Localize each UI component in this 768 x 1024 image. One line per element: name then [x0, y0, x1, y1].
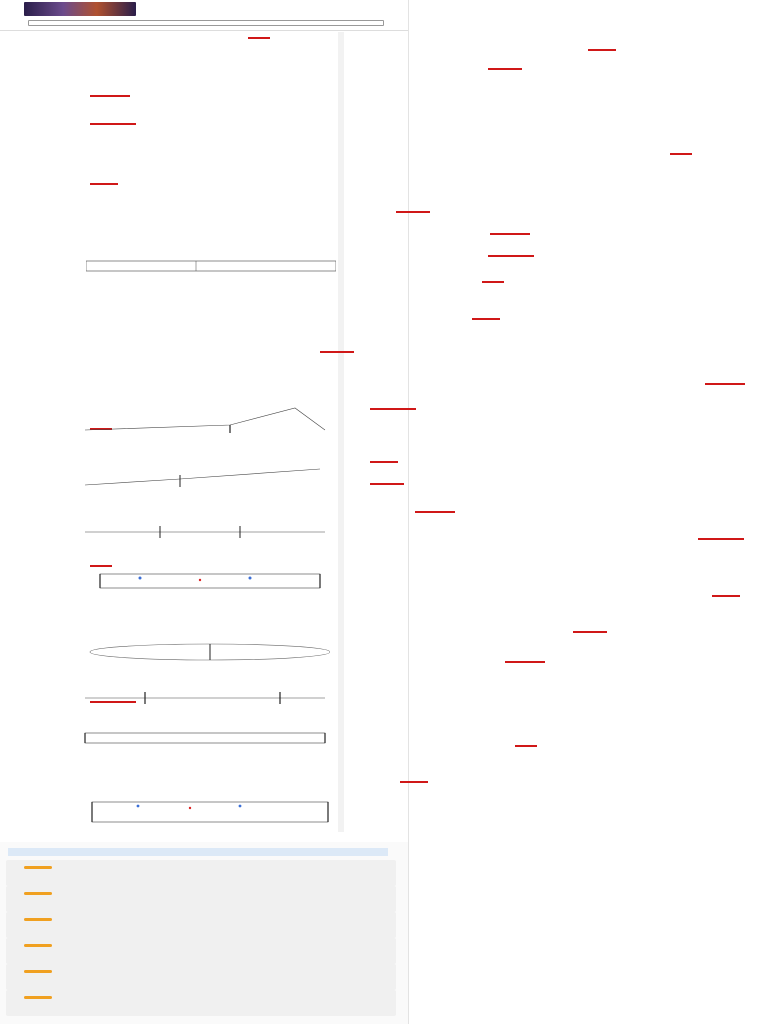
header	[0, 0, 408, 30]
post-body	[40, 152, 380, 164]
comment-item	[6, 990, 396, 1016]
post-body	[40, 36, 380, 48]
highlight-link-underline[interactable]	[705, 383, 745, 385]
post-body	[40, 780, 380, 792]
post-body	[40, 280, 380, 292]
post-text-line	[40, 750, 380, 756]
highlight-link-underline[interactable]	[698, 538, 744, 540]
diagram-1	[86, 258, 336, 272]
post-body	[40, 232, 380, 244]
post-body	[40, 67, 380, 79]
highlight-link-underline[interactable]	[515, 745, 537, 747]
post-text-line	[40, 100, 380, 106]
thread-post	[0, 182, 768, 210]
post-body	[40, 510, 380, 522]
post-body	[40, 317, 380, 329]
highlight-link-underline[interactable]	[488, 68, 522, 70]
comment-tag-icon[interactable]	[24, 892, 52, 895]
post-text-line	[40, 706, 380, 712]
highlight-link-underline[interactable]	[472, 318, 500, 320]
post-text-line	[40, 158, 380, 164]
comments-heading	[8, 848, 388, 856]
header-divider	[0, 30, 408, 31]
diagram-9	[90, 800, 330, 824]
post-body	[40, 630, 380, 642]
highlight-link-underline[interactable]	[415, 511, 455, 513]
highlight-link-underline[interactable]	[90, 565, 112, 567]
comments-panel	[0, 842, 408, 1024]
post-text-line	[40, 73, 380, 79]
post-text-line	[40, 786, 380, 792]
thread-post	[0, 122, 768, 150]
diagram-8	[80, 730, 330, 744]
post-body	[40, 744, 380, 756]
diagram-4	[80, 522, 330, 542]
thread-post	[0, 317, 768, 345]
highlight-link-underline[interactable]	[370, 408, 416, 410]
highlight-link-underline[interactable]	[370, 483, 404, 485]
highlight-link-underline[interactable]	[90, 123, 136, 125]
comment-tag-icon[interactable]	[24, 970, 52, 973]
diagram-3	[80, 465, 330, 490]
highlight-link-underline[interactable]	[400, 781, 428, 783]
highlight-link-underline[interactable]	[482, 281, 504, 283]
post-text-line	[40, 54, 380, 60]
post-text-line	[40, 188, 380, 194]
highlight-link-underline[interactable]	[90, 95, 130, 97]
comment-item	[6, 886, 396, 912]
highlight-link-underline[interactable]	[320, 351, 354, 353]
post-text-line	[40, 286, 380, 292]
diagram-2	[80, 405, 330, 435]
comment-item	[6, 860, 396, 886]
thread-post	[0, 660, 768, 688]
thread-post	[0, 594, 768, 622]
post-text-line	[40, 216, 380, 222]
highlight-link-underline[interactable]	[90, 183, 118, 185]
highlight-link-underline[interactable]	[488, 255, 534, 257]
comment-tag-icon[interactable]	[24, 866, 52, 869]
highlight-link-underline[interactable]	[396, 211, 430, 213]
thread-post	[0, 744, 768, 772]
highlight-link-underline[interactable]	[370, 461, 398, 463]
diagram-5	[80, 570, 330, 592]
comment-tag-icon[interactable]	[24, 944, 52, 947]
highlight-link-underline[interactable]	[712, 595, 740, 597]
thread-post	[0, 280, 768, 308]
comment-item	[6, 938, 396, 964]
highlight-link-underline[interactable]	[490, 233, 530, 235]
highlight-link-underline[interactable]	[505, 661, 545, 663]
comment-item	[6, 964, 396, 990]
post-text-line	[40, 323, 380, 329]
thread-post	[0, 67, 768, 95]
thread-post	[0, 152, 768, 180]
post-body	[40, 210, 380, 222]
highlight-link-underline[interactable]	[588, 49, 616, 51]
post-text-line	[40, 238, 380, 244]
post-text-line	[40, 600, 380, 606]
diagram-7	[80, 690, 330, 706]
search-input[interactable]	[28, 20, 384, 26]
diagram-6	[80, 642, 330, 662]
post-text-line	[40, 666, 380, 672]
post-body	[40, 382, 380, 394]
thread-post	[0, 94, 768, 122]
post-text-line	[40, 356, 380, 362]
post-text-line	[40, 388, 380, 394]
post-text-line	[40, 543, 380, 549]
post-body	[40, 48, 380, 60]
post-body	[40, 594, 380, 606]
post-text-line	[40, 128, 380, 134]
site-logo[interactable]	[24, 2, 136, 16]
comment-tag-icon[interactable]	[24, 918, 52, 921]
comment-tag-icon[interactable]	[24, 996, 52, 999]
thread-post	[0, 350, 768, 378]
highlight-link-underline[interactable]	[573, 631, 607, 633]
comment-item	[6, 912, 396, 938]
highlight-link-underline[interactable]	[670, 153, 692, 155]
highlight-link-underline[interactable]	[248, 37, 270, 39]
